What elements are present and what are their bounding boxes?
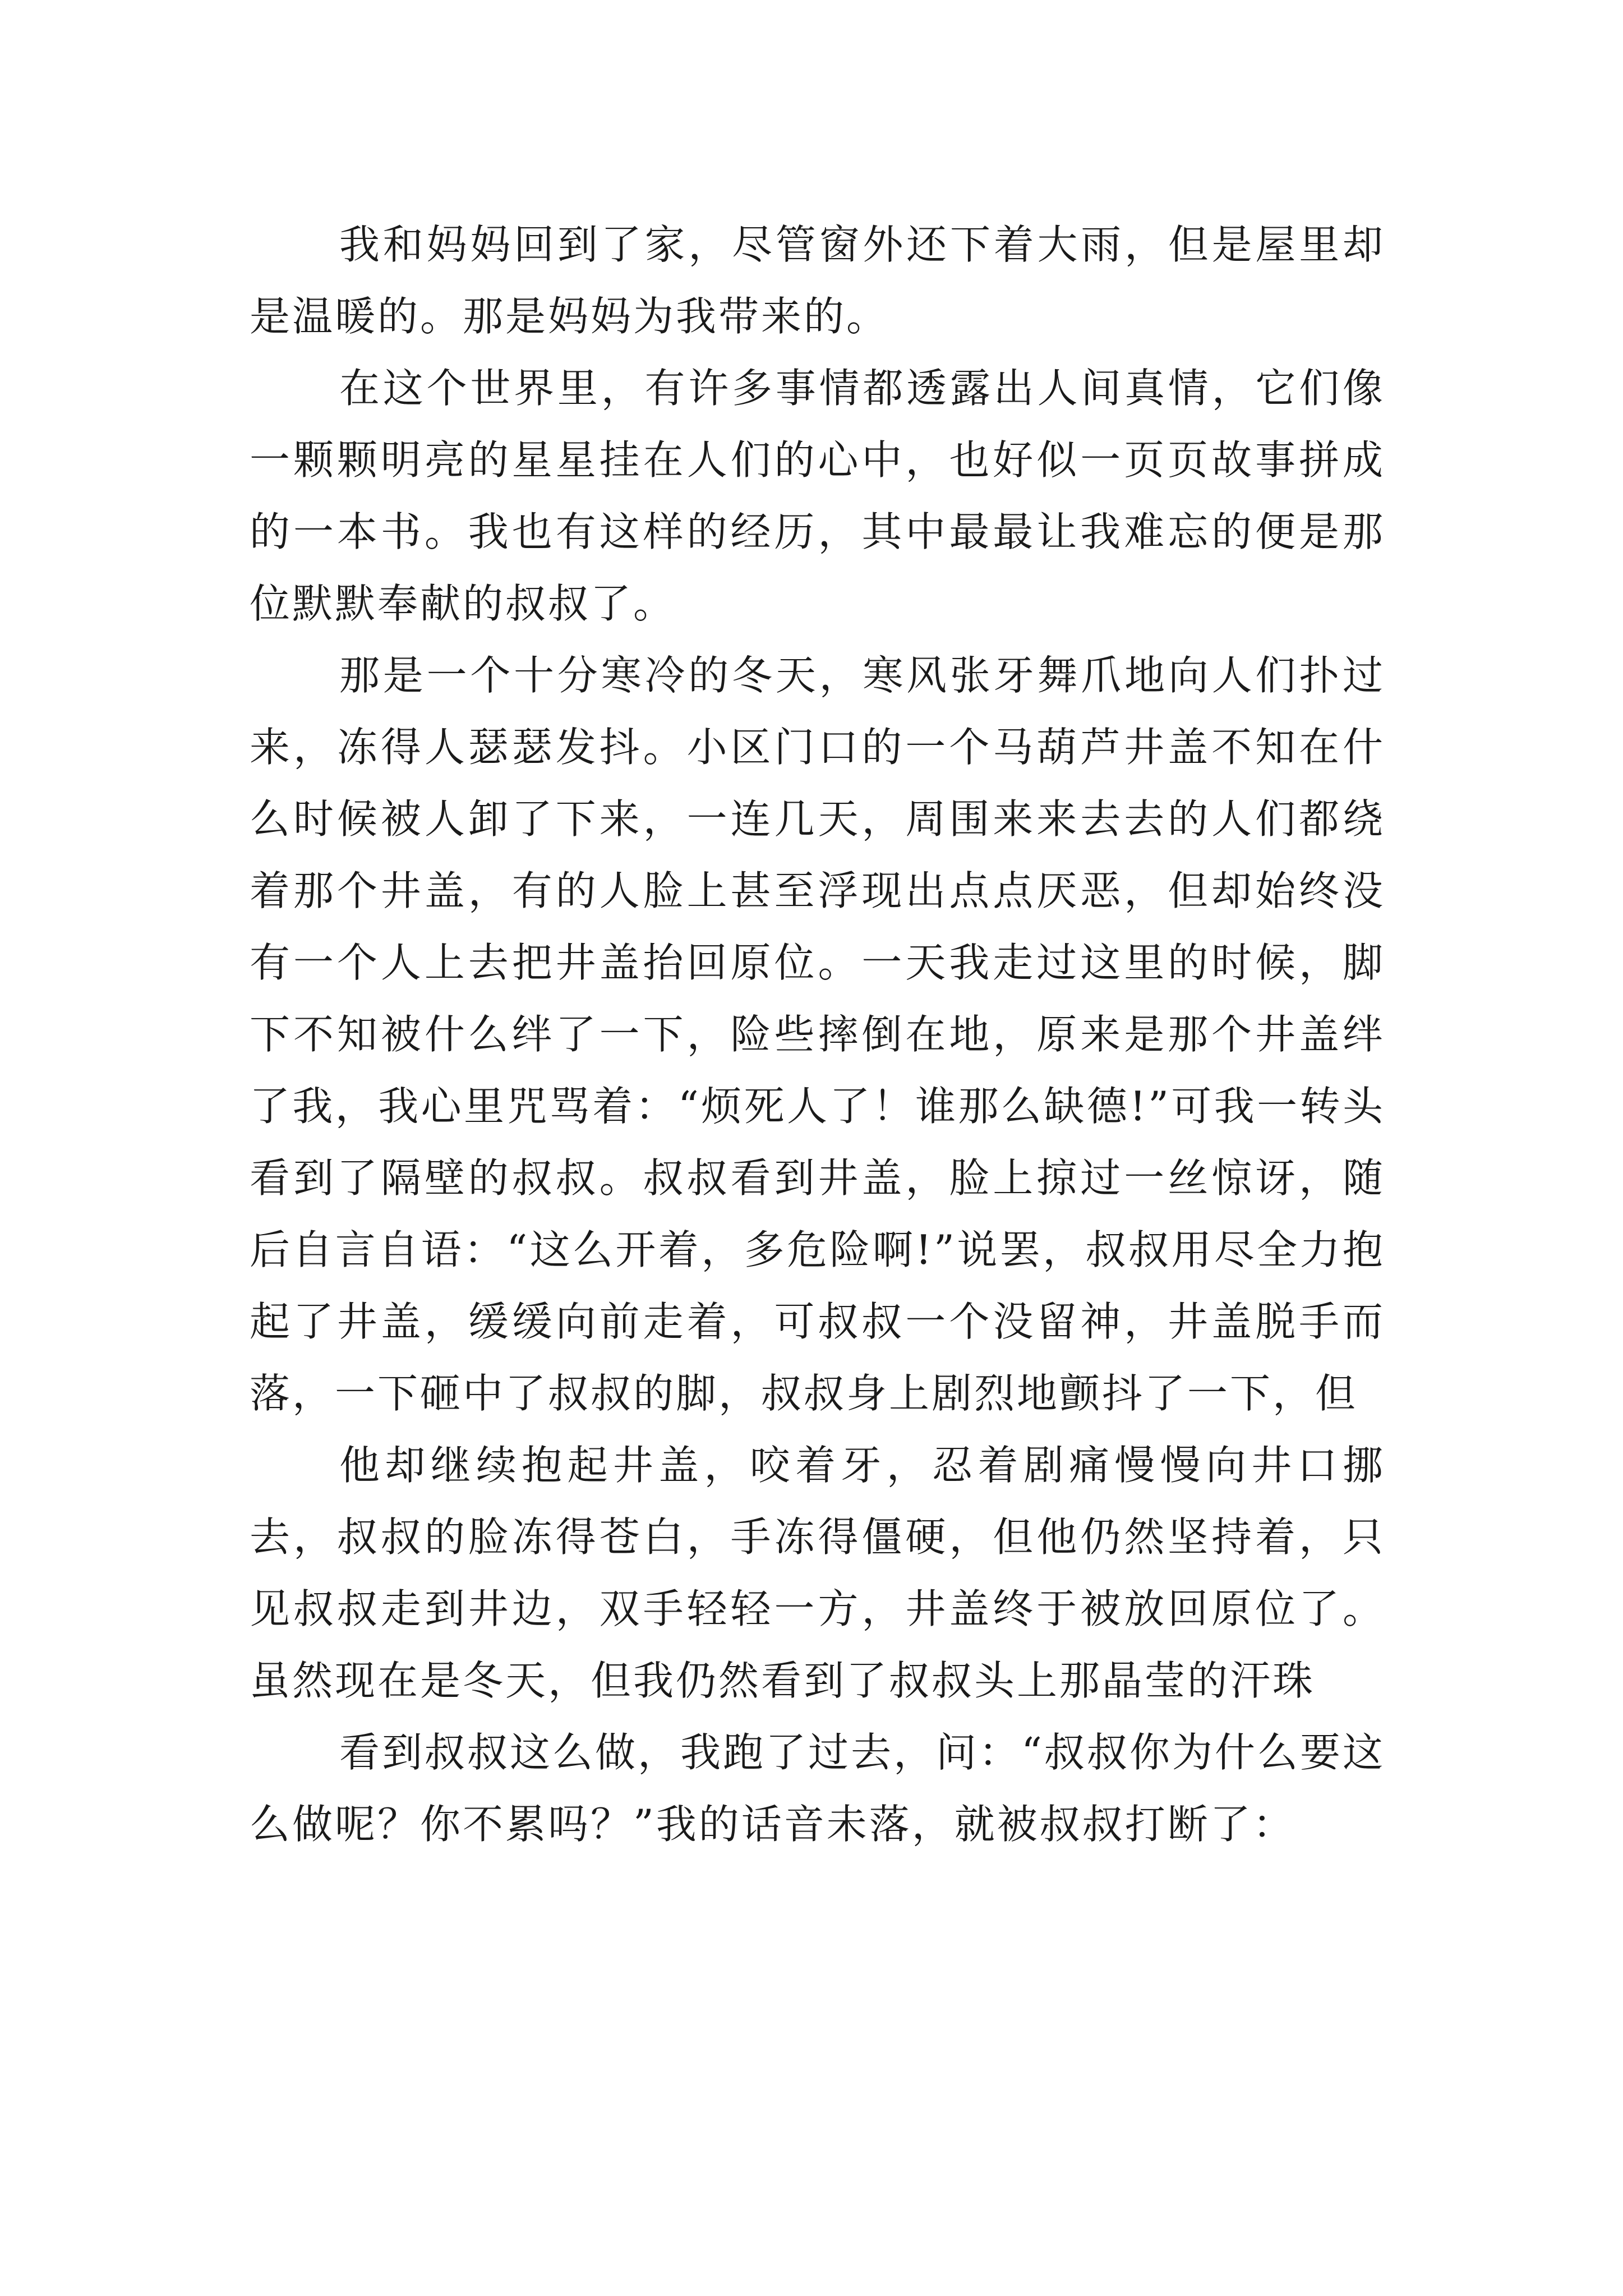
paragraph-3: 那是一个十分寒冷的冬天，寒风张牙舞爪地向人们扑过来，冻得人瑟瑟发抖。小区门口的一个马葫芦井盖不知在什么时候被人卸了下来，一连几天，周围来来去去的人们都绕着那个井盖，有的人脸上甚至浮现出点点厌恶，但却始终没有一个人上去把井盖抬回原位。一天我走过这里的时候，脚下不知被什么绊了一下，险些摔倒在地，原来是那个井盖绊了我，我心里咒骂着：“烦死人了！谁那么缺德!”可我一转头看到了隔壁的叔叔。叔叔看到井盖，脸上掠过一丝惊讶，随后自言自语：“这么开着，多危险啊!”说罢，叔叔用尽全力抱起了井盖，缓缓向前走着，可叔叔一个没留神，井盖脱手而落，一下砸中了叔叔的脚，叔叔身上剧烈地颤抖了一下，但 xyxy=(250,652,1385,1417)
paragraph-5: 看到叔叔这么做，我跑了过去，问：“叔叔你为什么要这么做呢？你不累吗？”我的话音未落，就被叔叔打断了： xyxy=(250,1729,1385,1848)
paragraph-2: 在这个世界里，有许多事情都透露出人间真情，它们像一颗颗明亮的星星挂在人们的心中，也好似一页页故事拼成的一本书。我也有这样的经历，其中最最让我难忘的便是那位默默奉献的叔叔了。 xyxy=(250,365,1385,627)
paragraph-1: 我和妈妈回到了家，尽管窗外还下着大雨，但是屋里却是温暖的。那是妈妈为我带来的。 xyxy=(250,221,1385,340)
document-body xyxy=(250,209,1385,1860)
paragraph-4: 他却继续抱起井盖，咬着牙，忍着剧痛慢慢向井口挪去，叔叔的脸冻得苍白，手冻得僵硬，但他仍然坚持着，只见叔叔走到井边，双手轻轻一方，井盖终于被放回原位了。虽然现在是冬天，但我仍然看到了叔叔头上那晶莹的汗珠 xyxy=(250,1442,1385,1704)
